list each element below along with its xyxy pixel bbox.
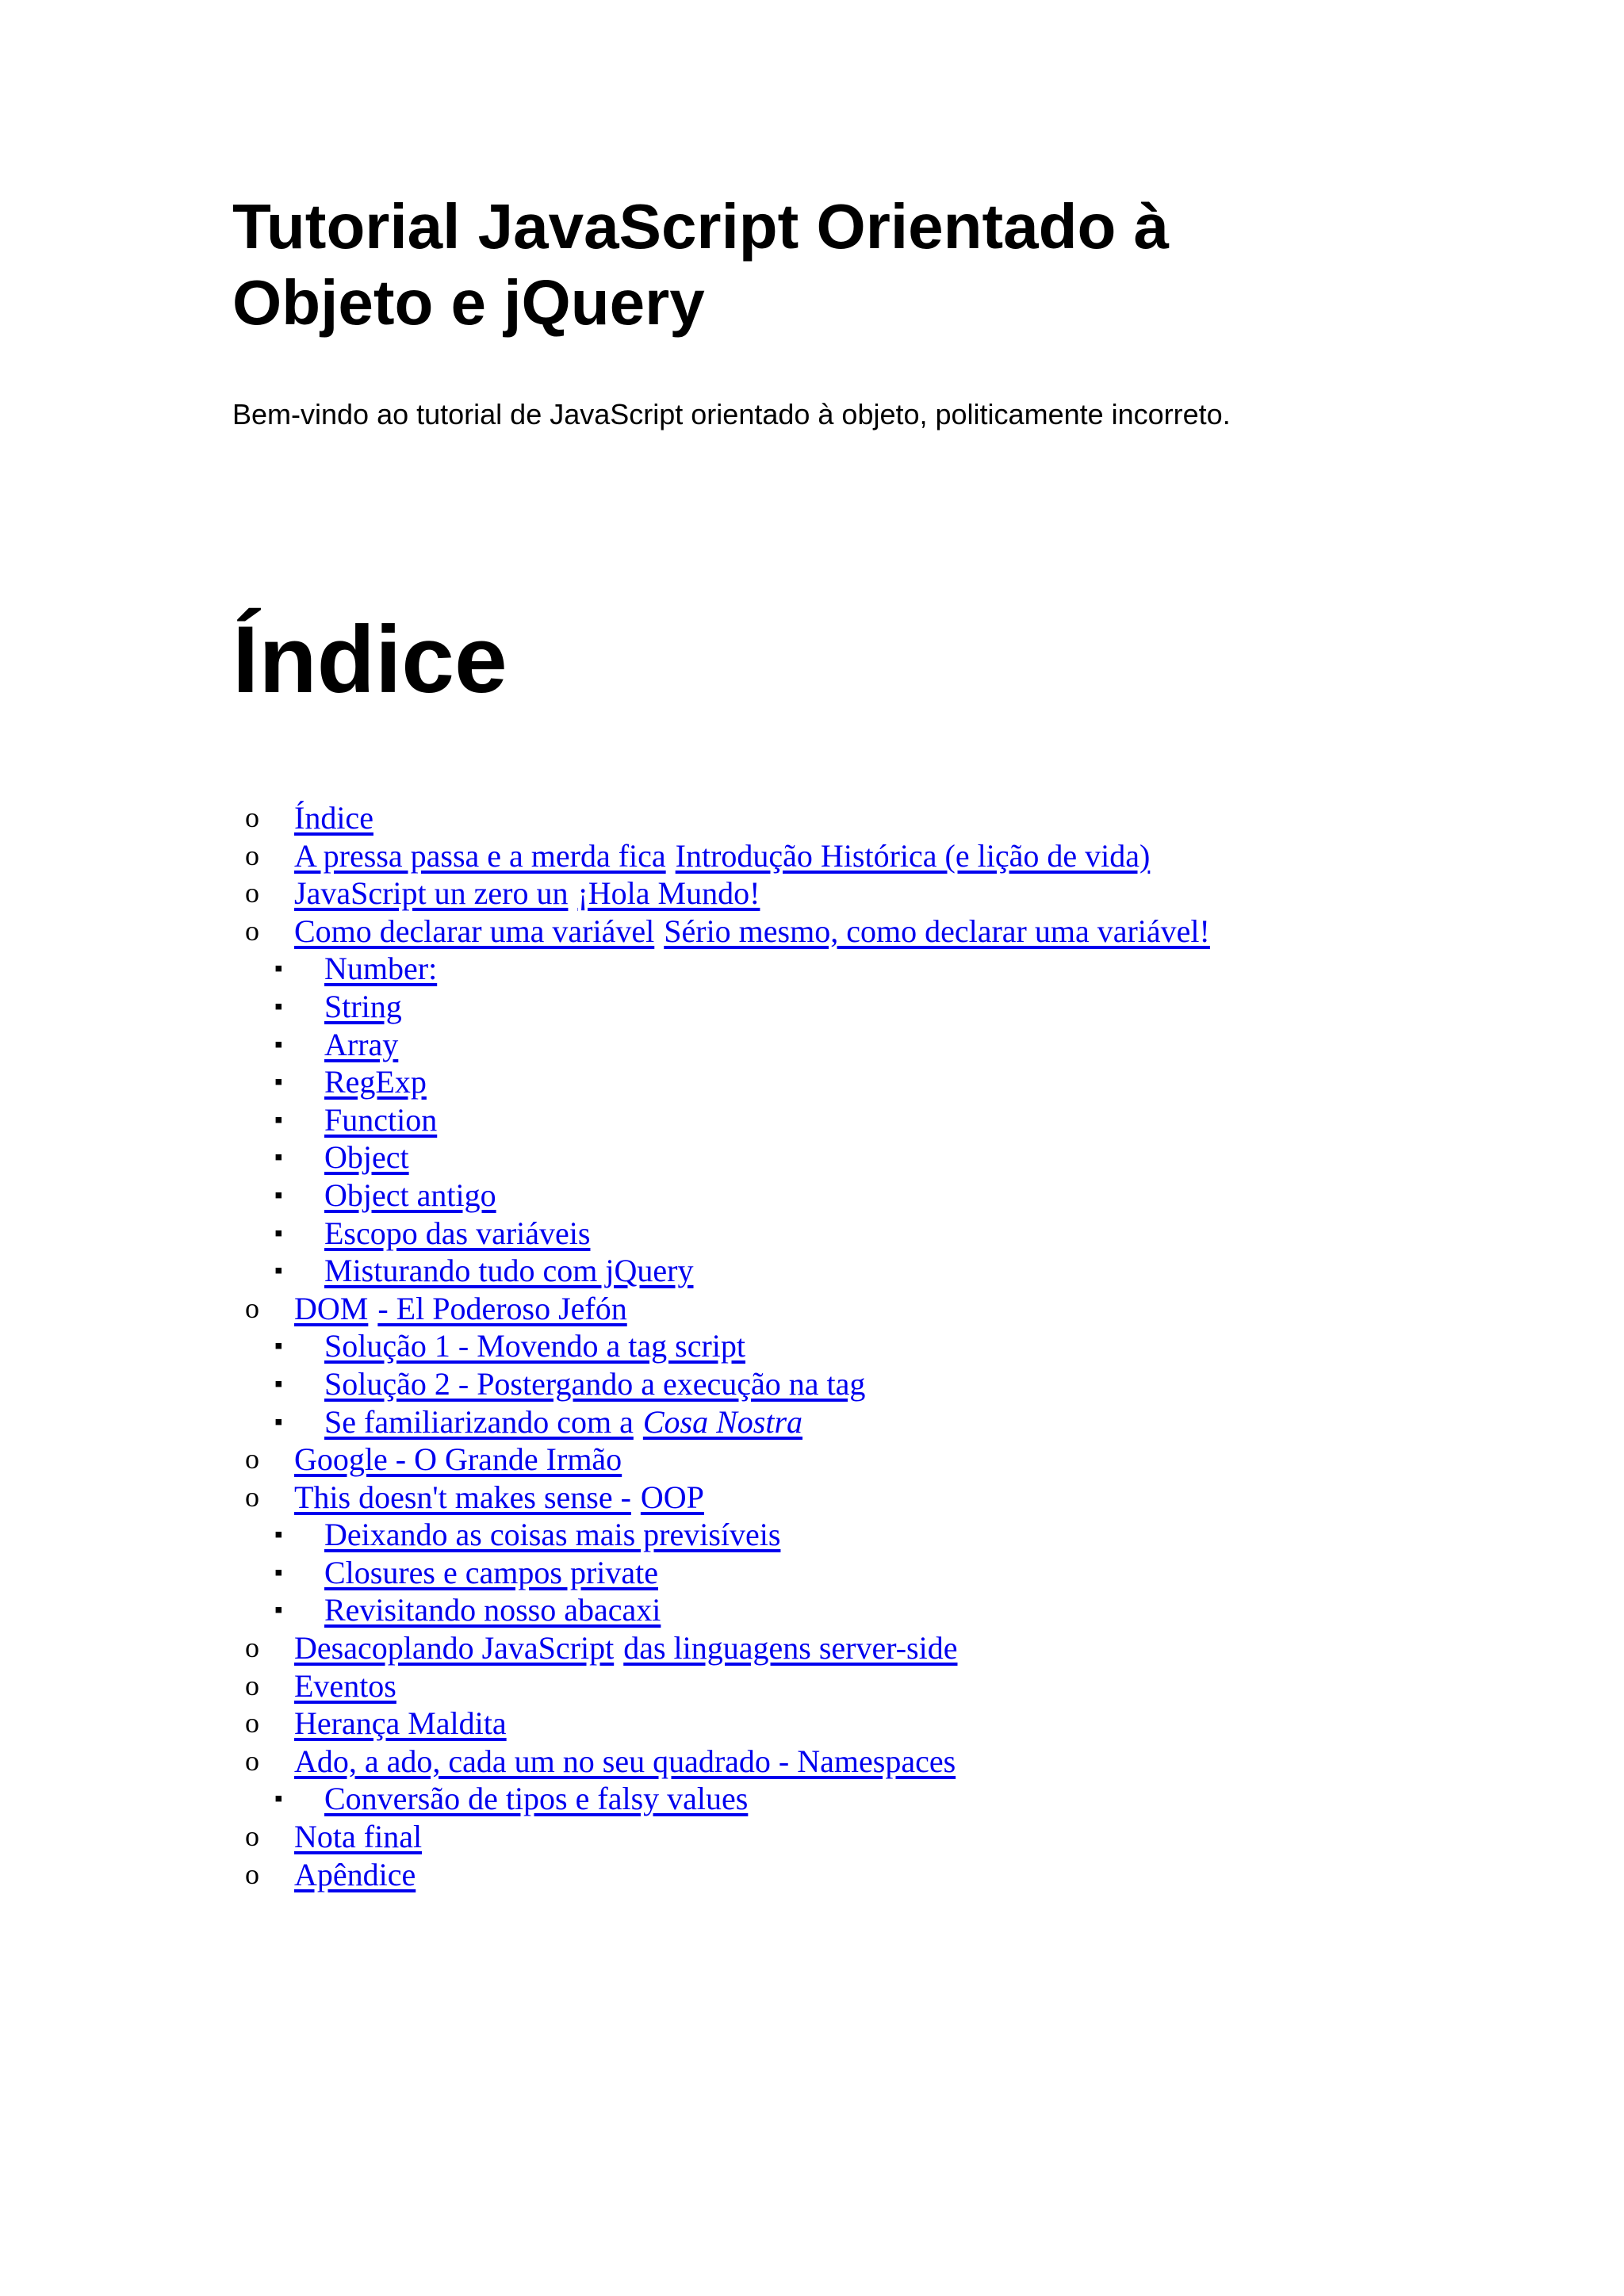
cosa-nostra-text: Cosa Nostra	[642, 1403, 803, 1440]
square-bullet-icon: ▪	[274, 1181, 283, 1208]
toc-link-object-antigo[interactable]: Object antigo	[324, 1177, 496, 1213]
toc-link-javascript-un-zero-un[interactable]: JavaScript un zero un	[294, 875, 569, 912]
toc-link-serio-mesmo[interactable]: Sério mesmo, como declarar uma variável!	[664, 913, 1210, 949]
toc-link-function[interactable]: Function	[324, 1101, 438, 1138]
toc-link-array[interactable]: Array	[324, 1026, 399, 1062]
toc-link-se-familiarizando[interactable]: Se familiarizando com a	[324, 1403, 634, 1440]
toc-link-como-declarar[interactable]: Como declarar uma variável	[294, 913, 655, 949]
square-bullet-icon: ▪	[274, 1408, 283, 1435]
toc-link-namespaces[interactable]: Ado, a ado, cada um no seu quadrado - Namespaces	[294, 1743, 956, 1779]
toc-link-heranca-maldita[interactable]: Herança Maldita	[294, 1705, 507, 1742]
circle-bullet-icon: o	[245, 1292, 259, 1324]
square-bullet-icon: ▪	[274, 1069, 283, 1096]
intro-paragraph: Bem-vindo ao tutorial de JavaScript orientado à objeto, politicamente incorreto.	[232, 398, 1231, 430]
square-bullet-icon: ▪	[274, 1370, 283, 1397]
square-bullet-icon: ▪	[274, 1144, 283, 1171]
circle-bullet-icon: o	[245, 877, 259, 909]
toc-link-indice[interactable]: Índice	[294, 800, 373, 836]
square-bullet-icon: ▪	[274, 1031, 283, 1058]
circle-bullet-icon: o	[245, 914, 259, 947]
toc-link-escopo[interactable]: Escopo das variáveis	[324, 1215, 591, 1251]
toc-link-object[interactable]: Object	[324, 1139, 409, 1176]
square-bullet-icon: ▪	[274, 1597, 283, 1624]
toc-link-conversao-de-tipos[interactable]: Conversão de tipos e falsy values	[324, 1781, 749, 1817]
toc-link-linguagens-server-side[interactable]: das linguagens server-side	[623, 1630, 958, 1667]
toc-link-apendice[interactable]: Apêndice	[294, 1856, 416, 1892]
toc-link-google[interactable]: Google - O Grande Irmão	[294, 1441, 622, 1478]
circle-bullet-icon: o	[245, 802, 259, 833]
toc-link-hola-mundo[interactable]: ¡Hola Mundo!	[577, 875, 760, 912]
square-bullet-icon: ▪	[274, 1333, 283, 1360]
square-bullet-icon: ▪	[274, 993, 283, 1020]
circle-bullet-icon: o	[245, 1632, 259, 1664]
toc-link-revisitando[interactable]: Revisitando nosso abacaxi	[324, 1592, 661, 1628]
toc-link-dom[interactable]: DOM	[294, 1290, 369, 1326]
toc-heading: Índice	[232, 607, 508, 713]
toc-link-deixando[interactable]: Deixando as coisas mais previsíveis	[324, 1517, 781, 1553]
toc-link-pressa[interactable]: A pressa passa e a merda fica	[294, 837, 666, 874]
square-bullet-icon: ▪	[274, 1257, 283, 1284]
square-bullet-icon: ▪	[274, 1559, 283, 1586]
circle-bullet-icon: o	[245, 1820, 259, 1853]
toc-link-desacoplando[interactable]: Desacoplando JavaScript	[294, 1630, 615, 1667]
circle-bullet-icon: o	[245, 1707, 259, 1739]
toc-link-misturando[interactable]: Misturando tudo com jQuery	[324, 1253, 694, 1289]
document-title: Tutorial JavaScript Orientado à Objeto e jQuery	[232, 191, 1170, 338]
toc-link-el-poderoso-jefon[interactable]: - El Poderoso Jefón	[377, 1290, 627, 1326]
toc-link-this-doesnt-make-sense[interactable]: This doesn't makes sense -	[294, 1479, 631, 1515]
toc-link-nota-final[interactable]: Nota final	[294, 1819, 423, 1855]
square-bullet-icon: ▪	[274, 1785, 283, 1812]
toc-link-regexp[interactable]: RegExp	[324, 1064, 427, 1100]
toc-link-cosa-nostra[interactable]	[643, 1404, 802, 1440]
square-bullet-icon: ▪	[274, 955, 283, 982]
circle-bullet-icon: o	[245, 1480, 259, 1513]
toc-link-closures[interactable]: Closures e campos private	[324, 1554, 658, 1590]
toc-link-oop[interactable]: OOP	[640, 1479, 704, 1515]
toc-link-solucao-1[interactable]: Solução 1 - Movendo a tag script	[324, 1328, 745, 1364]
square-bullet-icon: ▪	[274, 1106, 283, 1133]
toc-link-string[interactable]: String	[324, 988, 402, 1024]
toc-link-solucao-2[interactable]: Solução 2 - Postergando a execução na tag	[324, 1365, 866, 1402]
circle-bullet-icon: o	[245, 839, 259, 871]
circle-bullet-icon: o	[245, 1744, 259, 1777]
toc-link-number[interactable]: Number:	[324, 951, 438, 987]
toc-link-eventos[interactable]: Eventos	[294, 1667, 396, 1704]
square-bullet-icon: ▪	[274, 1219, 283, 1246]
square-bullet-icon: ▪	[274, 1521, 283, 1548]
circle-bullet-icon: o	[245, 1858, 259, 1890]
toc-link-introducao-historica[interactable]: Introdução Histórica (e lição de vida)	[675, 837, 1151, 874]
circle-bullet-icon: o	[245, 1443, 259, 1475]
circle-bullet-icon: o	[245, 1669, 259, 1701]
